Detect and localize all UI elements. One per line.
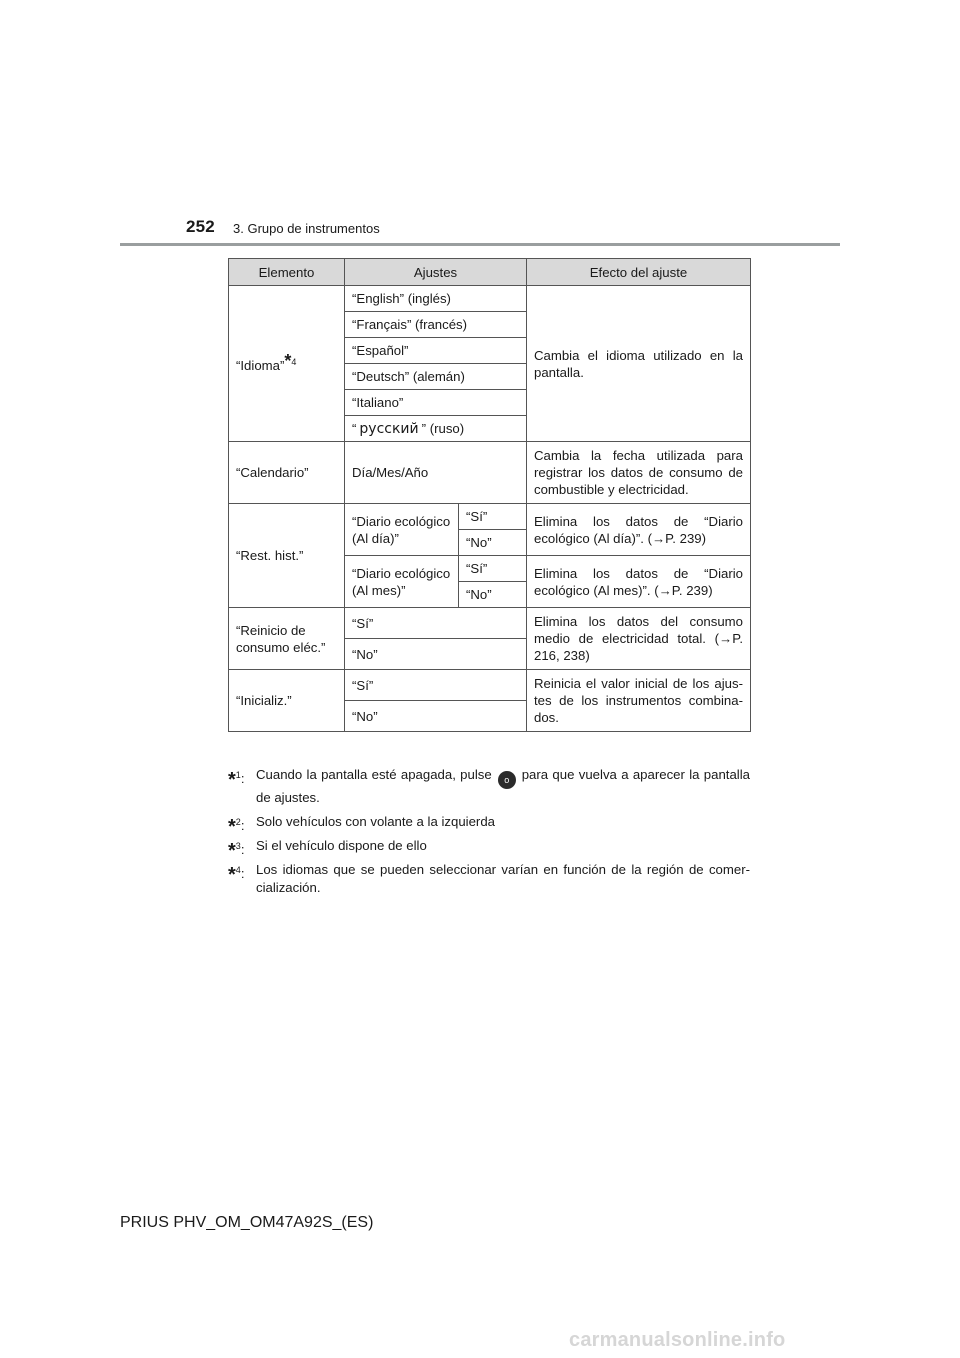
idioma-option-russian — [345, 416, 527, 442]
rest-hist-label: “Rest. hist.” — [229, 504, 345, 608]
diario-al-dia-effect: Elimina los datos de “Diario ecológico (Al día)”. (→P. 239) — [527, 504, 751, 556]
header-rule — [120, 243, 840, 246]
calendario-label: “Calendario” — [229, 442, 345, 504]
section-title: 3. Grupo de instrumentos — [233, 221, 380, 236]
diario-al-mes-si: “Sí” — [459, 556, 527, 582]
inicializ-effect: Reinicia el valor inicial de los ajus- tes de los instrumentos combina- dos. — [527, 670, 751, 732]
calendario-setting: Día/Mes/Año — [345, 442, 527, 504]
footnote-mark — [228, 861, 244, 884]
idioma-option: “Deutsch” (alemán) — [345, 364, 527, 390]
footnote-mark — [228, 813, 244, 836]
footnote-colon: : — [240, 842, 245, 857]
inicializ-label: “Inicializ.” — [229, 670, 345, 732]
diario-al-dia-label: “Diario ecológico (Al día)” — [345, 504, 459, 556]
footnote-number: 2 — [235, 817, 241, 827]
circle-button-icon: o — [498, 771, 516, 789]
calendario-effect: Cambia la fecha utilizada para registrar los datos de consumo de combustible y electricidad. — [527, 442, 751, 504]
quote-close: ” (ruso) — [421, 420, 465, 436]
footnote-star: * — [228, 769, 236, 791]
reinicio-label: “Reinicio de consumo eléc.” — [229, 608, 345, 670]
diario-al-dia-si: “Sí” — [459, 504, 527, 530]
footnote-text-before: Cuando la pantalla esté apagada, pulse — [256, 767, 492, 782]
table-row — [229, 670, 751, 701]
footnotes — [228, 766, 750, 903]
idioma-option: “English” (inglés) — [345, 286, 527, 312]
footnote-ref: 4 — [291, 357, 297, 367]
footnote-star: * — [284, 351, 292, 371]
diario-al-dia-no: “No” — [459, 530, 527, 556]
footnote-text-after: para que vuelva a aparecer la pantalla de ajustes. — [256, 767, 750, 805]
inicializ-no: “No” — [345, 701, 527, 732]
footnote-number: 1 — [235, 770, 241, 780]
settings-table — [228, 258, 751, 732]
footnote-body — [242, 766, 750, 807]
footnote-number: 4 — [235, 865, 241, 875]
footnote-number: 3 — [235, 841, 241, 851]
column-header-efecto: Efecto del ajuste — [527, 259, 751, 286]
footnote-mark — [228, 766, 244, 789]
footnote-text: Si el vehículo dispone de ello — [256, 838, 427, 853]
column-header-ajustes: Ajustes — [345, 259, 527, 286]
footnote-mark — [228, 837, 244, 860]
diario-al-mes-effect: Elimina los datos de “Diario ecológico (Al mes)”. (→P. 239) — [527, 556, 751, 608]
table-row — [229, 286, 751, 312]
table-row — [229, 442, 751, 504]
idioma-effect: Cambia el idioma utilizado en la pantalla. — [527, 286, 751, 442]
idioma-label: “Idioma” — [236, 358, 285, 373]
table-row — [229, 608, 751, 639]
footnote-colon: : — [240, 866, 245, 881]
reinicio-no: “No” — [345, 639, 527, 670]
inicializ-si: “Sí” — [345, 670, 527, 701]
idioma-option: “Italiano” — [345, 390, 527, 416]
footnote-star: * — [228, 864, 236, 886]
idioma-option: “Español” — [345, 338, 527, 364]
footnote-4 — [228, 861, 750, 897]
diario-al-mes-no: “No” — [459, 582, 527, 608]
footnote-colon: : — [240, 818, 245, 833]
footnote-star: * — [228, 840, 236, 862]
russian-word: русский — [359, 420, 419, 437]
table-header-row — [229, 259, 751, 286]
diario-al-mes-label: “Diario ecológico (Al mes)” — [345, 556, 459, 608]
document-footer: PRIUS PHV_OM_OM47A92S_(ES) — [120, 1214, 374, 1231]
idioma-label-cell — [229, 286, 345, 442]
footnote-3 — [228, 837, 750, 862]
table-row — [229, 504, 751, 530]
quote-open: “ — [352, 420, 357, 436]
footnote-text: Los idiomas que se pueden seleccionar varían en función de la región de comer- cialización. — [256, 862, 750, 895]
footnote-1 — [228, 766, 750, 807]
watermark: carmanualsonline.info — [569, 1329, 786, 1351]
footnote-text: Solo vehículos con volante a la izquierda — [256, 814, 495, 829]
footnote-star: * — [228, 816, 236, 838]
reinicio-si: “Sí” — [345, 608, 527, 639]
column-header-elemento: Elemento — [229, 259, 345, 286]
footnote-colon: : — [240, 771, 245, 786]
idioma-option: “Français” (francés) — [345, 312, 527, 338]
page-number: 252 — [186, 217, 215, 236]
footnote-2 — [228, 813, 750, 838]
reinicio-effect: Elimina los datos del consumo medio de electricidad total. (→P. 216, 238) — [527, 608, 751, 670]
